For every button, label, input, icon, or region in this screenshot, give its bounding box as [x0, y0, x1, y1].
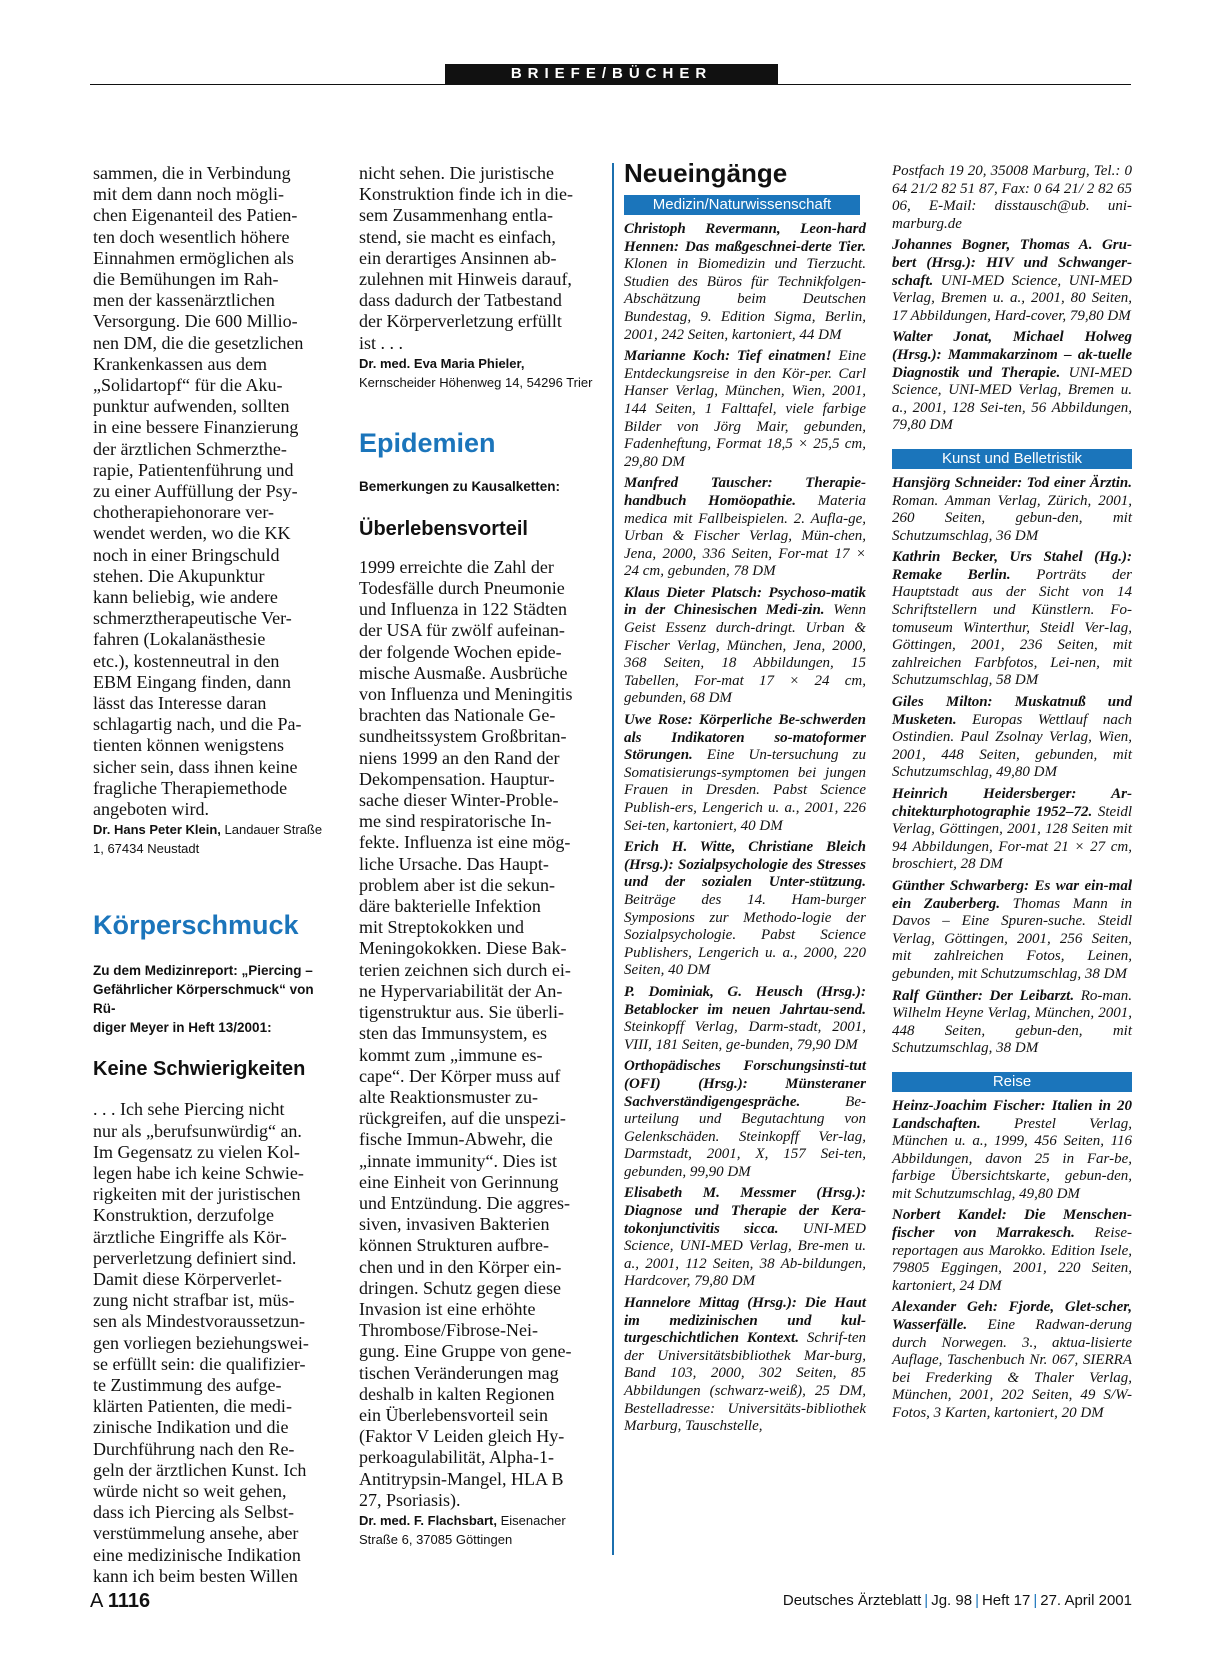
text-line: Einnahmen ermöglichen als — [93, 247, 294, 268]
text-line: eine Einheit von Gerinnung — [359, 1171, 559, 1192]
book-list-reise — [892, 1098, 1132, 1423]
text-line: Eisenacher — [497, 1512, 566, 1528]
book-details: UNI-MED Science, UNI-MED Verlag, Bremen u. a., 2001, 80 Seiten, 17 Abbildungen, Hard-cover, 79,80 DM — [892, 272, 1132, 324]
text-line: nur als „berufsunwürdig“ an. — [93, 1120, 302, 1141]
book-entry — [892, 329, 1132, 435]
book-entry — [624, 475, 866, 581]
book-entry — [892, 1098, 1132, 1204]
letter-text — [93, 1099, 331, 1587]
book-entry — [892, 694, 1132, 782]
text-line: chotherapiehonorare ver- — [93, 502, 275, 523]
book-title: Alexander Geh: Fjorde, Glet-scher, Wasserfälle. — [892, 1299, 1132, 1334]
book-entry — [892, 475, 1132, 545]
book-list-medizin — [624, 221, 866, 1436]
letter-signature: Dr. Hans Peter Klein, Landauer Straße 1, 67434 Neustadt — [93, 822, 323, 857]
text-line: däre bakterielle Infektion — [359, 896, 541, 917]
text-line: eine medizinische Indikation — [93, 1544, 301, 1565]
text-line: me sind respiratorische In- — [359, 811, 552, 832]
book-entry — [892, 988, 1132, 1058]
text-line: rapie, Patientenführung und — [93, 459, 294, 480]
column-divider — [612, 163, 614, 1555]
text-line: Damit diese Körperverlet- — [93, 1268, 282, 1289]
column-4 — [892, 163, 1132, 1427]
book-title: Johannes Bogner, Thomas A. Gru-bert (Hrsg.): HIV und Schwanger-schaft. — [892, 237, 1132, 289]
text-line: chen Eigenanteil des Patien- — [93, 205, 298, 226]
book-details: Eine Un-tersuchung zu Somatisierungs-symptomen bei jungen Frauen in Dresden. Pabst Science Publish-ers, Lengerich u. a., 2001, 226 Sei-ten, kartoniert, 40 DM — [624, 747, 866, 834]
letter-signature: Dr. med. Eva Maria Phieler, Kernscheider Höhenweg 14, 54296 Trier — [359, 355, 593, 390]
text-line: Kernscheider Höhenweg 14, 54296 Trier — [359, 374, 593, 390]
text-line: te Zustimmung des aufge- — [93, 1374, 282, 1395]
text-line: rückgreifen, auf die unspezi- — [359, 1108, 566, 1129]
book-details: UNI-MED Science, UNI-MED Verlag, Bre-men u. a., 2001, 112 Seiten, 38 Ab-bildungen, Hardcover, 79,80 DM — [624, 1220, 866, 1290]
text-line: tischen Veränderungen mag — [359, 1362, 559, 1383]
text-line: schmerztherapeutische Ver- — [93, 608, 292, 629]
text-line: zinische Indikation und die — [93, 1417, 289, 1438]
text-line: der Körperverletzung erfüllt — [359, 311, 562, 332]
letter-text — [359, 557, 597, 1511]
book-entry — [624, 839, 866, 980]
text-line: men der kassenärztlichen — [93, 290, 275, 311]
text-line: terien zeichnen sich durch ei- — [359, 959, 571, 980]
text-line: brachten das Nationale Ge- — [359, 705, 556, 726]
book-title: Elisabeth M. Messmer (Hrsg.): Diagnose und Therapie der Kera-tokonjunctivitis sicca. — [624, 1185, 866, 1237]
book-title: Hannelore Mittag (Hrsg.): Die Haut im medizinischen und kul-turgeschichtlichen Kontext. — [624, 1295, 866, 1347]
column-3 — [624, 158, 867, 1440]
letter-text — [93, 163, 331, 820]
book-entry — [892, 1207, 1132, 1295]
text-line: . . . Ich sehe Piercing nicht — [93, 1099, 285, 1120]
text-line: 1999 erreichte die Zahl der — [359, 556, 554, 577]
book-title: Günther Schwarberg: Es war ein-mal ein Zauberberg. — [892, 877, 1132, 912]
header-rule — [90, 84, 1131, 85]
text-line: nicht sehen. Die juristische — [359, 163, 554, 183]
book-details: Steinkopff Verlag, Darm-stadt, 2001, VIII, 181 Seiten, ge-bunden, 79,90 DM — [624, 1019, 866, 1053]
text-line: Versorgung. Die 600 Millio- — [93, 311, 298, 332]
column-2 — [359, 163, 597, 1549]
text-line: Zu dem Medizinreport: „Piercing – — [93, 963, 313, 979]
book-details: Schrif-ten der Universitätsbibliothek Mar-burg, Band 103, 2000, 302 Seiten, 85 Abbildungen (schwarz-weiß), 25 DM, Bestelladresse: Universitäts-bibliothek Marburg, Tauschstelle, — [624, 1330, 867, 1435]
book-details: Reise-reportagen aus Marokko. Edition Isele, 79805 Eggingen, 2001, 220 Seiten, kartoniert, 24 DM — [892, 1225, 1132, 1294]
text-line: sammen, die in Verbindung — [93, 163, 291, 183]
text-line: kann beliebig, wie andere — [93, 587, 278, 608]
letter-subheading: Überlebensvorteil — [359, 517, 528, 540]
text-line: geln der ärztlichen Kunst. Ich — [93, 1459, 307, 1480]
book-details: Materia medica mit Fallbeispielen. 2. Aufla-ge, Urban & Fischer Verlag, Mün-chen, Jena, 2000, 336 Seiten, For-mat 17 × 24 cm, gebunden, 78 DM — [624, 492, 866, 580]
text-line: die Bemühungen im Rah- — [93, 269, 279, 290]
text-line: cape“. Der Körper muss auf — [359, 1065, 561, 1086]
text-line: rigkeiten mit der juristischen — [93, 1184, 301, 1205]
text-line: ärztliche Eingriffe als Kör- — [93, 1226, 287, 1247]
text-line: ne Hypervariabilität der An- — [359, 980, 563, 1001]
book-entry — [624, 984, 866, 1054]
section-header: BRIEFE/BÜCHER — [445, 64, 778, 84]
text-line: „Solidartopf“ für die Aku- — [93, 375, 283, 396]
text-line: dass dadurch der Tatbestand — [359, 290, 562, 311]
article-kicker — [93, 961, 331, 1037]
category-band-kunst: Kunst und Belletristik — [892, 449, 1132, 469]
book-entry — [624, 712, 866, 835]
book-details: Steidl Verlag, Göttingen, 2001, 128 Seiten mit 94 Abbildungen, For-mat 21 × 27 cm, broschiert, 28 DM — [892, 803, 1132, 873]
text-line: in eine bessere Finanzierung — [93, 417, 299, 438]
book-entry — [892, 163, 1132, 233]
text-line: stend, sie macht es einfach, — [359, 226, 556, 247]
letter-signature: Dr. med. F. Flachsbart, Eisenacher Straße 6, 37085 Göttingen — [359, 1512, 566, 1547]
book-entry — [892, 1299, 1132, 1422]
text-line: dass ich Piercing als Selbst- — [93, 1502, 294, 1523]
book-title: Christoph Revermann, Leon-hard Hennen: Das maßgeschnei-derte Tier. — [624, 221, 866, 255]
column-1 — [93, 163, 331, 1587]
book-list-medizin-cont — [892, 163, 1132, 435]
book-details: UNI-MED Science, UNI-MED Verlag, Bremen u. a., 2001, 128 Sei-ten, 56 Abbildungen, 79,80 DM — [892, 364, 1132, 434]
text-line: mit Streptokokken und — [359, 917, 524, 938]
text-line: diger Meyer in Heft 13/2001: — [93, 1020, 272, 1036]
book-details: Postfach 19 20, 35008 Marburg, Tel.: 0 64 21/2 82 51 87, Fax: 0 64 21/ 2 82 65 06, E-Mail: disstausch@ub. uni-marburg.de — [892, 163, 1132, 232]
book-details: Ro-man. Wilhelm Heyne Verlag, München, 2001, 448 Seiten, gebun-den, mit Schutzumschlag, 38 DM — [892, 987, 1132, 1057]
book-entry — [892, 878, 1132, 984]
text-line: mit dem dann noch mögli- — [93, 184, 284, 205]
book-entry — [624, 348, 866, 471]
text-line: noch in einer Bringschuld — [93, 544, 280, 565]
text-line: und Entzündung. Die aggres- — [359, 1192, 570, 1213]
text-line: Meningokokken. Diese Bak- — [359, 938, 567, 959]
text-line: (Faktor V Leiden gleich Hy- — [359, 1426, 565, 1447]
text-line: Landauer Straße — [220, 822, 323, 838]
book-entry — [892, 549, 1132, 690]
article-heading: Epidemien — [359, 427, 496, 458]
text-line: fahren (Lokalanästhesie — [93, 629, 266, 650]
book-title: Klaus Dieter Platsch: Psychoso-matik in der Chinesischen Medi-zin. — [624, 584, 866, 619]
book-title: Kathrin Becker, Urs Stahel (Hg.): Remake Berlin. — [892, 549, 1132, 583]
book-entry — [624, 1295, 866, 1436]
book-details: Eine Entdeckungsreise in den Kör-per. Carl Hanser Verlag, München, Wien, 2001, 144 Seiten, 1 Falttafel, viele farbige Bilder von Jörg Mair, gebunden, Fadenheftung, Format 18,5 × 25,5 cm, 29,80 DM — [624, 348, 866, 470]
text-line: perverletzung definiert sind. — [93, 1247, 297, 1268]
article-kicker: Bemerkungen zu Kausalketten: — [359, 478, 561, 494]
book-entry — [624, 585, 866, 708]
text-line: können Strukturen aufbre- — [359, 1235, 549, 1256]
text-line: der ärztlichen Schmerzthe- — [93, 438, 287, 459]
text-line: stehen. Die Akupunktur — [93, 565, 265, 586]
text-line: liche Ursache. Das Haupt- — [359, 853, 549, 874]
text-line: mische Ausmaße. Ausbrüche — [359, 662, 568, 683]
text-line: fekte. Influenza ist eine mög- — [359, 832, 571, 853]
text-line: „innate immunity“. Dies ist — [359, 1150, 557, 1171]
category-band-reise: Reise — [892, 1072, 1132, 1092]
text-line: siven, invasiven Bakterien — [359, 1214, 550, 1235]
text-line: und Influenza in 122 Städten — [359, 599, 567, 620]
book-title: Orthopädisches Forschungsinsti-tut (OFI) (Hrsg.): Münsteraner Sachverständigengespräche. — [624, 1058, 866, 1110]
book-title: Giles Milton: Muskatnuß und Musketen. — [892, 694, 1132, 728]
article-heading: Körperschmuck — [93, 910, 299, 941]
text-line: 1, 67434 Neustadt — [93, 841, 200, 857]
book-list-kunst — [892, 475, 1132, 1058]
book-title: Heinz-Joachim Fischer: Italien in 20 Landschaften. — [892, 1097, 1132, 1132]
text-line: wendet werden, wo die KK — [93, 523, 291, 544]
text-line: Straße 6, 37085 Göttingen — [359, 1531, 513, 1547]
text-line: legen habe ich keine Schwie- — [93, 1162, 304, 1183]
text-line: nen DM, die die gesetzlichen — [93, 332, 304, 353]
book-title: P. Dominiak, G. Heusch (Hrsg.): Betablocker im neuen Jahrtau-send. — [624, 983, 866, 1018]
neueingaenge-heading: Neueingänge — [624, 158, 788, 188]
text-line: von Influenza und Meningitis — [359, 684, 573, 705]
text-line: schlagartig nach, und die Pa- — [93, 714, 302, 735]
text-line: gung. Eine Gruppe von gene- — [359, 1341, 572, 1362]
category-band-medizin: Medizin/Naturwissenschaft — [624, 195, 860, 215]
text-line: Antitrypsin-Mangel, HLA B — [359, 1468, 564, 1489]
book-details: Europas Wettlauf nach Ostindien. Paul Zsolnay Verlag, Wien, 2001, 448 Seiten, gebunden, mit Schutzumschlag, 49,80 DM — [892, 711, 1132, 781]
book-entry — [892, 786, 1132, 874]
book-details: Beiträge des 14. Ham-burger Symposions zur Methodo-logie der Sozialpsychologie. Pabst Science Publishers, Lengerich u. a., 2000, 220 Seiten, 40 DM — [624, 891, 866, 979]
book-details: Prestel Verlag, München u. a., 1999, 456 Seiten, 116 Abbildungen, davon 25 in Far-be, farbige Übersichtskarte, gebun-den, mit Schutzumschlag, 49,80 DM — [892, 1115, 1132, 1202]
text-line: Invasion ist eine erhöhte — [359, 1298, 536, 1319]
text-line: Todesfälle durch Pneumonie — [359, 578, 565, 599]
text-line: niens 1999 an den Rand der — [359, 747, 560, 768]
book-entry — [624, 1185, 866, 1291]
text-line: zung nicht strafbar ist, müs- — [93, 1290, 295, 1311]
text-line: Im Gegensatz zu vielen Kol- — [93, 1141, 300, 1162]
text-line: zu einer Auffüllung der Psy- — [93, 481, 298, 502]
text-line: fische Immun-Abwehr, die — [359, 1129, 553, 1150]
text-line: deshalb in kalten Regionen — [359, 1383, 555, 1404]
text-line: problem aber ist die sekun- — [359, 874, 555, 895]
book-title: Uwe Rose: Körperliche Be-schwerden als Indikatoren so-matoformer Störungen. — [624, 712, 866, 764]
text-line: punktur aufwenden, sollten — [93, 396, 290, 417]
book-entry — [624, 221, 866, 344]
text-line: sten das Immunsystem, es — [359, 1023, 547, 1044]
book-details: Klonen in Biomedizin und Tierzucht. Studien des Büros für Technikfolgen-Abschätzung beim Deutschen Bundestag, 9. Edition Sigma, Berlin, 2001, 242 Seiten, kartoniert, 44 DM — [624, 256, 866, 343]
text-line: kommt zum „immune es- — [359, 1044, 543, 1065]
text-line: etc.), kostenneutral in den — [93, 650, 280, 671]
text-line: gen vorliegen beziehungswei- — [93, 1332, 309, 1353]
text-line: sen als Mindestvoraussetzun- — [93, 1311, 305, 1332]
text-line: tienten können wenigstens — [93, 735, 284, 756]
text-line: kann ich beim besten Willen — [93, 1565, 298, 1586]
text-line: verstümmelung ansehe, aber — [93, 1523, 299, 1544]
text-line: Gefährlicher Körperschmuck“ von Rü- — [93, 982, 314, 1017]
journal-info: Deutsches Ärzteblatt | Jg. 98 | Heft 17 | 27. April 2001 — [782, 1592, 1132, 1609]
text-line: chen und in den Körper ein- — [359, 1256, 562, 1277]
book-title: Manfred Tauscher: Therapie-handbuch Homöopathie. — [624, 475, 866, 509]
page-footer — [90, 1590, 1132, 1616]
text-line: Krankenkassen aus dem — [93, 353, 267, 374]
book-title: Norbert Kandel: Die Menschen-fischer von Marrakesch. — [892, 1207, 1132, 1242]
book-details: Wenn Geist Essenz durch-dringt. Urban & Fischer Verlag, München, Jena, 2000, 368 Seiten, 18 Abbildungen, 15 Tabellen, For-mat 17 × 24 cm, gebunden, 68 DM — [624, 602, 866, 707]
text-line: Thrombose/Fibrose-Nei- — [359, 1320, 538, 1341]
text-line: 27, Psoriasis). — [359, 1489, 461, 1510]
book-details: Be-urteilung und Begutachtung von Gelenkschäden. Steinkopff Ver-lag, Darmstadt, 2001, X, 157 Sei-ten, gebunden, 99,90 DM — [624, 1093, 866, 1180]
text-line: lässt das Interesse daran — [93, 693, 267, 714]
text-line: Dekompensation. Hauptur- — [359, 768, 555, 789]
text-line: der USA für zwölf aufeinan- — [359, 620, 565, 641]
book-details: Eine Radwan-derung durch Norwegen. 3., aktua-lisierte Auflage, Taschenbuch Nr. 067, SIERRA bei Frederking & Thaler Verlag, München, 2001, 202 Seiten, 49 S/W-Fotos, 3 Karten, kartoniert, 20 DM — [892, 1317, 1132, 1421]
text-line: Durchführung nach den Re- — [93, 1438, 295, 1459]
book-title: Marianne Koch: Tief einatmen! — [624, 348, 832, 365]
book-title: Erich H. Witte, Christiane Bleich (Hrsg.): Sozialpsychologie des Stresses und der sozialen Unter-stützung. — [624, 839, 866, 891]
book-title: Walter Jonat, Michael Holweg (Hrsg.): Mammakarzinom – ak-tuelle Diagnostik und Therapie. — [892, 329, 1132, 381]
text-line: EBM Eingang finden, dann — [93, 671, 291, 692]
text-line: sundheitssystem Großbritan- — [359, 726, 567, 747]
book-details: Thomas Mann in Davos – Eine Spuren-suche. Steidl Verlag, Göttingen, 2001, 256 Seiten, mit zahlreichen Fotos, Leinen, gebunden, mit Schutzumschlag, 38 DM — [892, 895, 1132, 982]
text-line: der folgende Wochen epide- — [359, 641, 562, 662]
text-line: ten doch wesentlich höhere — [93, 226, 290, 247]
text-line: klärten Patienten, die medi- — [93, 1396, 292, 1417]
text-line: fragliche Therapiemethode — [93, 777, 288, 798]
text-line: angeboten wird. — [93, 799, 209, 820]
book-title: Hansjörg Schneider: Tod einer Ärztin. — [892, 474, 1132, 491]
letter-text — [359, 163, 597, 354]
text-line: alte Reaktionsmuster zu- — [359, 1086, 538, 1107]
book-title: Heinrich Heidersberger: Ar-chitekturphotographie 1952–72. — [892, 786, 1132, 820]
book-title: Ralf Günther: Der Leibarzt. — [892, 987, 1075, 1004]
book-entry — [892, 237, 1132, 325]
text-line: ein Überlebensvorteil sein — [359, 1404, 548, 1425]
text-line: ist . . . — [359, 332, 404, 353]
text-line: sache dieser Winter-Proble- — [359, 790, 559, 811]
text-line: tigenstruktur aus. Sie überli- — [359, 1002, 564, 1023]
book-details: Roman. Amman Verlag, Zürich, 2001, 260 Seiten, gebun-den, mit Schutzumschlag, 36 DM — [892, 492, 1132, 544]
letter-subheading: Keine Schwierigkeiten — [93, 1058, 306, 1081]
text-line: se erfüllt sein: die qualifizier- — [93, 1353, 306, 1374]
book-details: Porträts der Hauptstadt aus der Sicht von 14 Schriftstellern und Künstlern. Fo-tomuseum Winterthur, Steidl Ver-lag, Göttingen, 2001, 236 Seiten, mit zahlreichen Farbfotos, Lei-nen, mit Schutzumschlag, 58 DM — [892, 566, 1132, 689]
text-line: sicher sein, dass ihnen keine — [93, 756, 298, 777]
text-line: dringen. Schutz gegen diese — [359, 1277, 561, 1298]
text-line: Konstruktion finde ich in die- — [359, 184, 573, 205]
text-line: sem Zusammenhang entla- — [359, 205, 553, 226]
text-line: Konstruktion, derzufolge — [93, 1205, 274, 1226]
page-number: A 1116 — [90, 1590, 151, 1612]
book-entry — [624, 1058, 866, 1181]
text-line: zulehnen mit Hinweis darauf, — [359, 269, 572, 290]
text-line: würde nicht so weit gehen, — [93, 1480, 287, 1501]
text-line: ein derartiges Ansinnen ab- — [359, 247, 557, 268]
text-line: perkoagulabilität, Alpha-1- — [359, 1447, 554, 1468]
